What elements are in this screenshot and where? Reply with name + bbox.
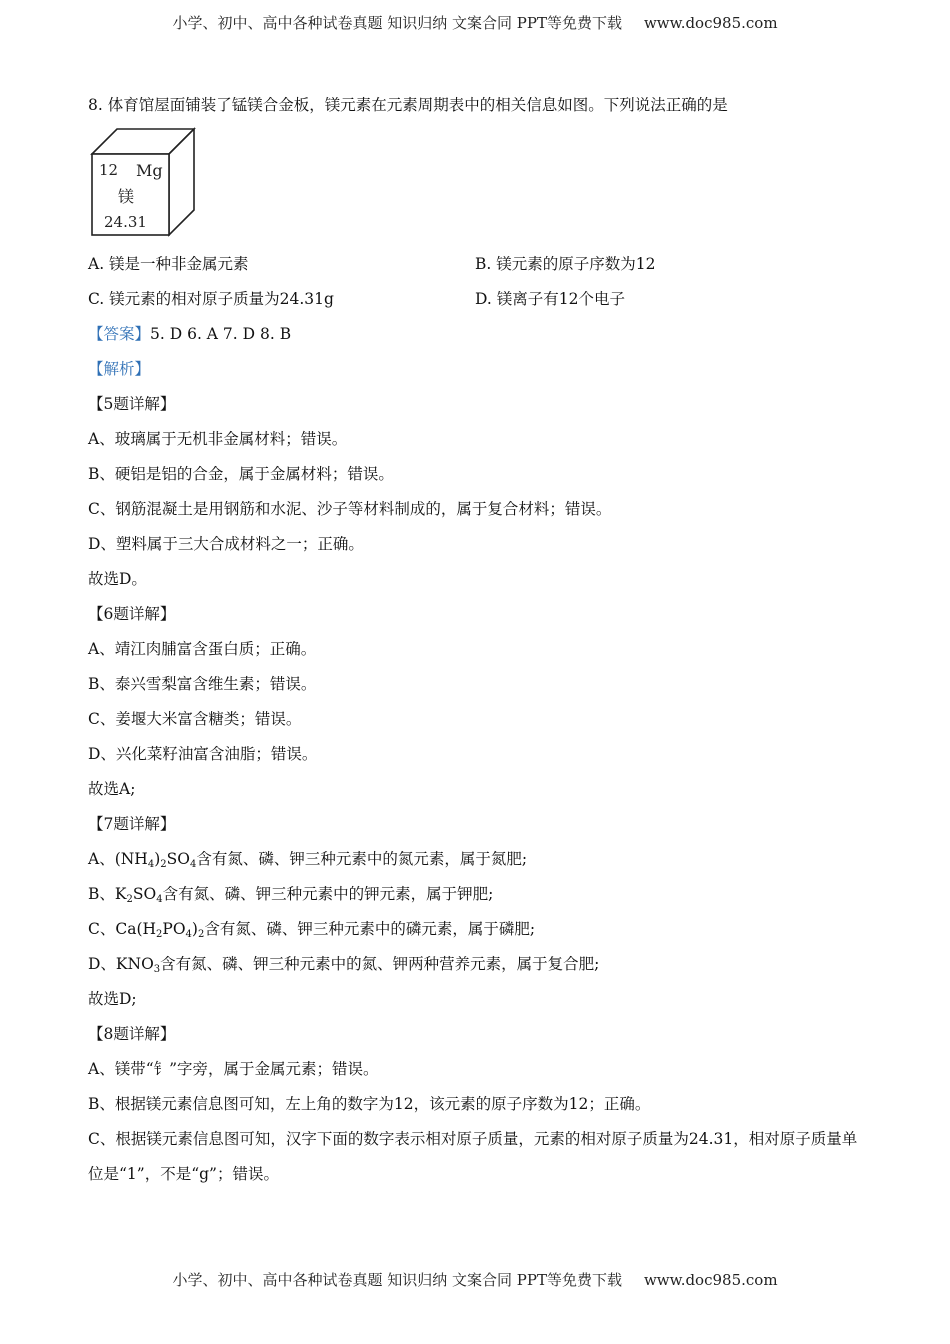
option-c: C. 镁元素的相对原子质量为24.31g: [88, 290, 334, 308]
element-atomic-mass: 24.31: [104, 213, 147, 231]
option-b: B. 镁元素的原子序数为12: [475, 255, 656, 273]
q5-heading: 【5题详解】: [88, 395, 176, 413]
footer-text: 小学、初中、高中各种试卷真题 知识归纳 文案合同 PPT等免费下载: [172, 1271, 622, 1289]
q5-b: B、硬铝是铝的合金，属于金属材料；错误。: [88, 465, 394, 483]
element-atomic-number: 12: [99, 161, 119, 179]
page-footer: [0, 1269, 950, 1290]
question-title: 8. 体育馆屋面铺装了锰镁合金板，镁元素在元素周期表中的相关信息如图。下列说法正确的是: [88, 96, 728, 114]
answer-text: 5. D 6. A 7. D 8. B: [150, 325, 292, 343]
q7-c-sub3: 2: [197, 929, 205, 940]
q7-b-sub1: 2: [126, 894, 133, 905]
header-text: 小学、初中、高中各种试卷真题 知识归纳 文案合同 PPT等免费下载: [172, 14, 622, 32]
page-header: [0, 12, 950, 33]
option-a: A. 镁是一种非金属元素: [88, 255, 249, 273]
q7-b-prefix: B、K: [88, 885, 127, 903]
q7-b-sub2: 4: [156, 894, 163, 905]
q7-a-mid2: SO: [166, 850, 190, 868]
q5-conclusion: 故选D。: [88, 570, 147, 588]
q8-a: A、镁带“钅”字旁，属于金属元素；错误。: [88, 1060, 379, 1078]
answer-line: [88, 317, 868, 352]
q7-c-mid2: ): [191, 920, 198, 938]
q7-c-prefix: C、Ca(H: [88, 920, 157, 938]
q6-heading: 【6题详解】: [88, 605, 176, 623]
q7-conclusion: 故选D;: [88, 990, 137, 1008]
q7-b-mid: SO: [132, 885, 157, 903]
q6-conclusion: 故选A;: [88, 780, 136, 798]
q7-c-sub1: 2: [156, 929, 163, 940]
q7-b-rest: 含有氮、磷、钾三种元素中的钾元素，属于钾肥;: [162, 885, 494, 903]
q7-d-sub1: 3: [153, 964, 161, 975]
q7-c: [88, 912, 868, 947]
q8-b: B、根据镁元素信息图可知，左上角的数字为12，该元素的原子序数为12；正确。: [88, 1095, 651, 1113]
element-name: 镁: [118, 187, 135, 206]
q6-c: C、姜堰大米富含糖类；错误。: [88, 710, 302, 728]
q6-b: B、泰兴雪梨富含维生素；错误。: [88, 675, 317, 693]
q7-a-prefix: A、(NH: [88, 850, 148, 868]
answer-label: 【答案】: [88, 325, 151, 343]
q7-d-prefix: D、KNO: [88, 955, 154, 973]
analysis-label: 【解析】: [88, 360, 151, 378]
q7-b: [88, 877, 868, 912]
q7-a-mid: ): [154, 850, 161, 868]
document-body: [88, 88, 868, 1192]
q7-d: [88, 947, 868, 982]
q7-c-sub2: 4: [185, 929, 192, 940]
q7-a: [88, 842, 868, 877]
option-grid: [88, 247, 868, 317]
q7-a-sub2: 2: [160, 859, 167, 870]
q7-a-sub1: 4: [147, 859, 155, 870]
element-card-magnesium: [90, 127, 198, 237]
q7-c-rest: 含有氮、磷、钾三种元素中的磷元素，属于磷肥;: [204, 920, 536, 938]
q7-c-mid: PO: [162, 920, 186, 938]
q5-d: D、塑料属于三大合成材料之一；正确。: [88, 535, 364, 553]
q6-a: A、靖江肉脯富含蛋白质；正确。: [88, 640, 317, 658]
q7-d-rest: 含有氮、磷、钾三种元素中的氮、钾两种营养元素，属于复合肥;: [160, 955, 600, 973]
header-url[interactable]: www.doc985.com: [643, 14, 778, 32]
option-d: D. 镁离子有12个电子: [475, 290, 625, 308]
element-symbol: Mg: [136, 161, 163, 180]
q8-c: C、根据镁元素信息图可知，汉字下面的数字表示相对原子质量，元素的相对原子质量为24.31，相对原子质量单位是“1”，不是“g”；错误。: [88, 1130, 858, 1183]
q6-d: D、兴化菜籽油富含油脂；错误。: [88, 745, 318, 763]
q5-c: C、钢筋混凝土是用钢筋和水泥、沙子等材料制成的，属于复合材料；错误。: [88, 500, 612, 518]
q7-a-sub3: 4: [189, 859, 197, 870]
q8-heading: 【8题详解】: [88, 1025, 176, 1043]
footer-url[interactable]: www.doc985.com: [643, 1271, 778, 1289]
q5-a: A、玻璃属于无机非金属材料；错误。: [88, 430, 348, 448]
q7-a-rest: 含有氮、磷、钾三种元素中的氮元素，属于氮肥;: [196, 850, 528, 868]
q7-heading: 【7题详解】: [88, 815, 176, 833]
